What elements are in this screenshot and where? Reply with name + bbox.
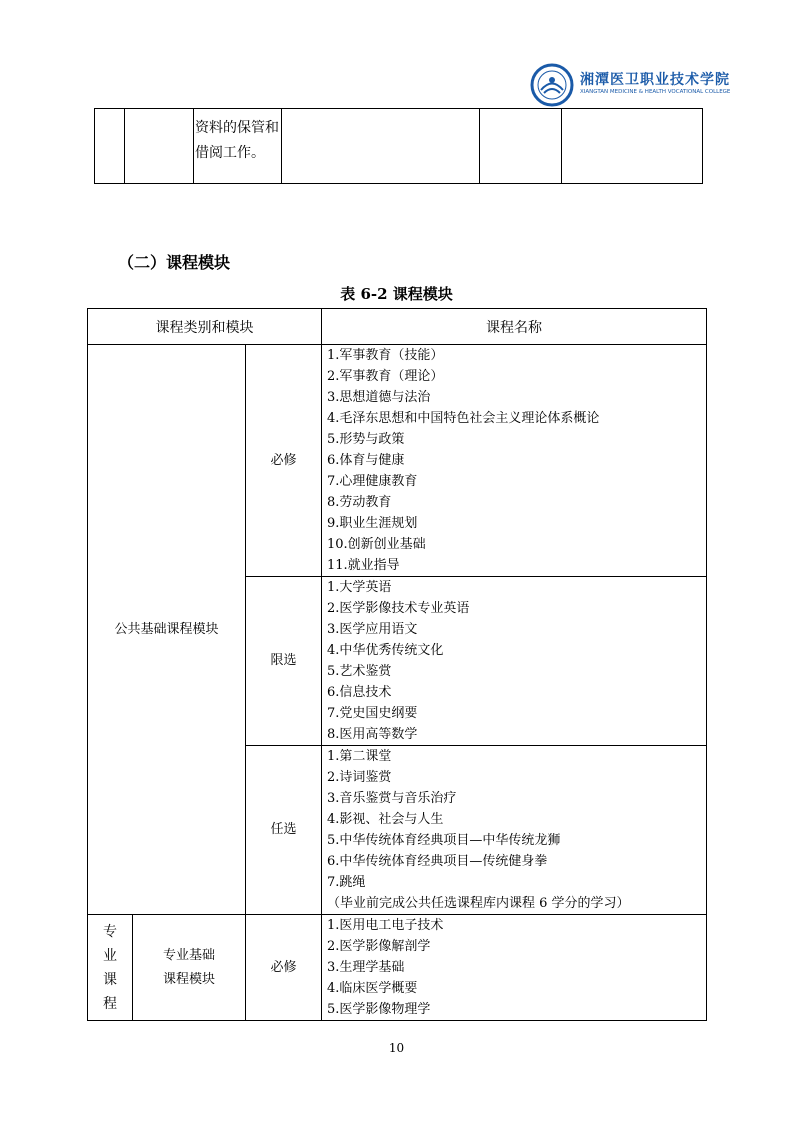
- list-item: 4.中华优秀传统文化: [327, 643, 444, 658]
- list-item: 7.心理健康教育: [327, 474, 418, 489]
- college-seal-icon: [530, 63, 574, 107]
- duty-description-cell: [194, 109, 282, 184]
- list-item: 1.大学英语: [327, 580, 392, 595]
- empty-cell: [125, 109, 194, 184]
- college-name-cn: 湘潭医卫职业技术学院: [580, 72, 730, 88]
- course-module-table: [87, 308, 707, 1021]
- college-name-en: XIANGTAN MEDICINE & HEALTH VOCATIONAL COLLEGE: [580, 89, 731, 95]
- module-label-line: 专业基础: [162, 947, 215, 963]
- table-row: [88, 915, 707, 1021]
- list-item: 8.劳动教育: [327, 495, 392, 510]
- continued-table: [94, 108, 703, 184]
- course-type-free-elective: 任选: [246, 746, 322, 915]
- empty-cell: [282, 109, 480, 184]
- table-caption: 表 6-2 课程模块: [340, 285, 453, 303]
- list-item: 7.党史国史纲要: [327, 706, 418, 721]
- list-item: 4.毛泽东思想和中国特色社会主义理论体系概论: [327, 411, 600, 426]
- list-item: 5.医学影像物理学: [327, 1002, 431, 1017]
- table-header-row: [88, 309, 707, 345]
- list-item: 6.中华传统体育经典项目—传统健身拳: [327, 854, 548, 869]
- list-item: 10.创新创业基础: [327, 537, 426, 552]
- professional-course-label: [88, 915, 133, 1021]
- empty-cell: [562, 109, 703, 184]
- list-item: 3.生理学基础: [327, 960, 405, 975]
- list-item: 5.形势与政策: [327, 432, 405, 447]
- college-logo: [530, 63, 731, 109]
- course-type-required: 必修: [246, 345, 322, 577]
- empty-cell: [95, 109, 125, 184]
- list-item: 2.医学影像技术专业英语: [327, 601, 470, 616]
- list-item: 7.跳绳: [327, 875, 366, 890]
- professional-module-label: [133, 915, 246, 1021]
- list-item: 4.临床医学概要: [327, 981, 418, 996]
- cell-text-line: 借阅工作。: [195, 145, 265, 161]
- list-item: 9.职业生涯规划: [327, 516, 418, 531]
- list-item: 2.医学影像解剖学: [327, 939, 431, 954]
- course-list: [322, 577, 707, 746]
- course-list: [322, 915, 707, 1021]
- empty-cell: [480, 109, 562, 184]
- list-item: 1.第二课堂: [327, 749, 392, 764]
- list-item: 6.体育与健康: [327, 453, 405, 468]
- list-item: 3.医学应用语文: [327, 622, 418, 637]
- course-list: [322, 345, 707, 577]
- page-number: 10: [388, 1041, 405, 1055]
- list-item: 3.音乐鉴赏与音乐治疗: [327, 791, 457, 806]
- column-header-category: 课程类别和模块: [88, 309, 322, 345]
- module-label-line: 课程模块: [162, 971, 215, 987]
- list-item: 6.信息技术: [327, 685, 392, 700]
- public-module-label: 公共基础课程模块: [88, 345, 246, 915]
- list-item: （毕业前完成公共任选课程库内课程 6 学分的学习）: [327, 896, 630, 911]
- course-type-required: 必修: [246, 915, 322, 1021]
- list-item: 5.艺术鉴赏: [327, 664, 392, 679]
- cell-text-line: 资料的保管和: [195, 120, 279, 136]
- course-type-restricted: 限选: [246, 577, 322, 746]
- course-list: [322, 746, 707, 915]
- list-item: 11.就业指导: [327, 558, 400, 573]
- table-row: [88, 345, 707, 577]
- column-header-course-name: 课程名称: [322, 309, 707, 345]
- section-heading: （二）课程模块: [118, 253, 231, 272]
- list-item: 3.思想道德与法治: [327, 390, 431, 405]
- list-item: 5.中华传统体育经典项目—中华传统龙狮: [327, 833, 561, 848]
- list-item: 1.军事教育（技能）: [327, 348, 444, 363]
- professional-course-label-text: 专业课程: [103, 923, 117, 1012]
- list-item: 1.医用电工电子技术: [327, 918, 444, 933]
- list-item: 8.医用高等数学: [327, 727, 418, 742]
- list-item: 2.诗词鉴赏: [327, 770, 392, 785]
- list-item: 4.影视、社会与人生: [327, 812, 444, 827]
- list-item: 2.军事教育（理论）: [327, 369, 444, 384]
